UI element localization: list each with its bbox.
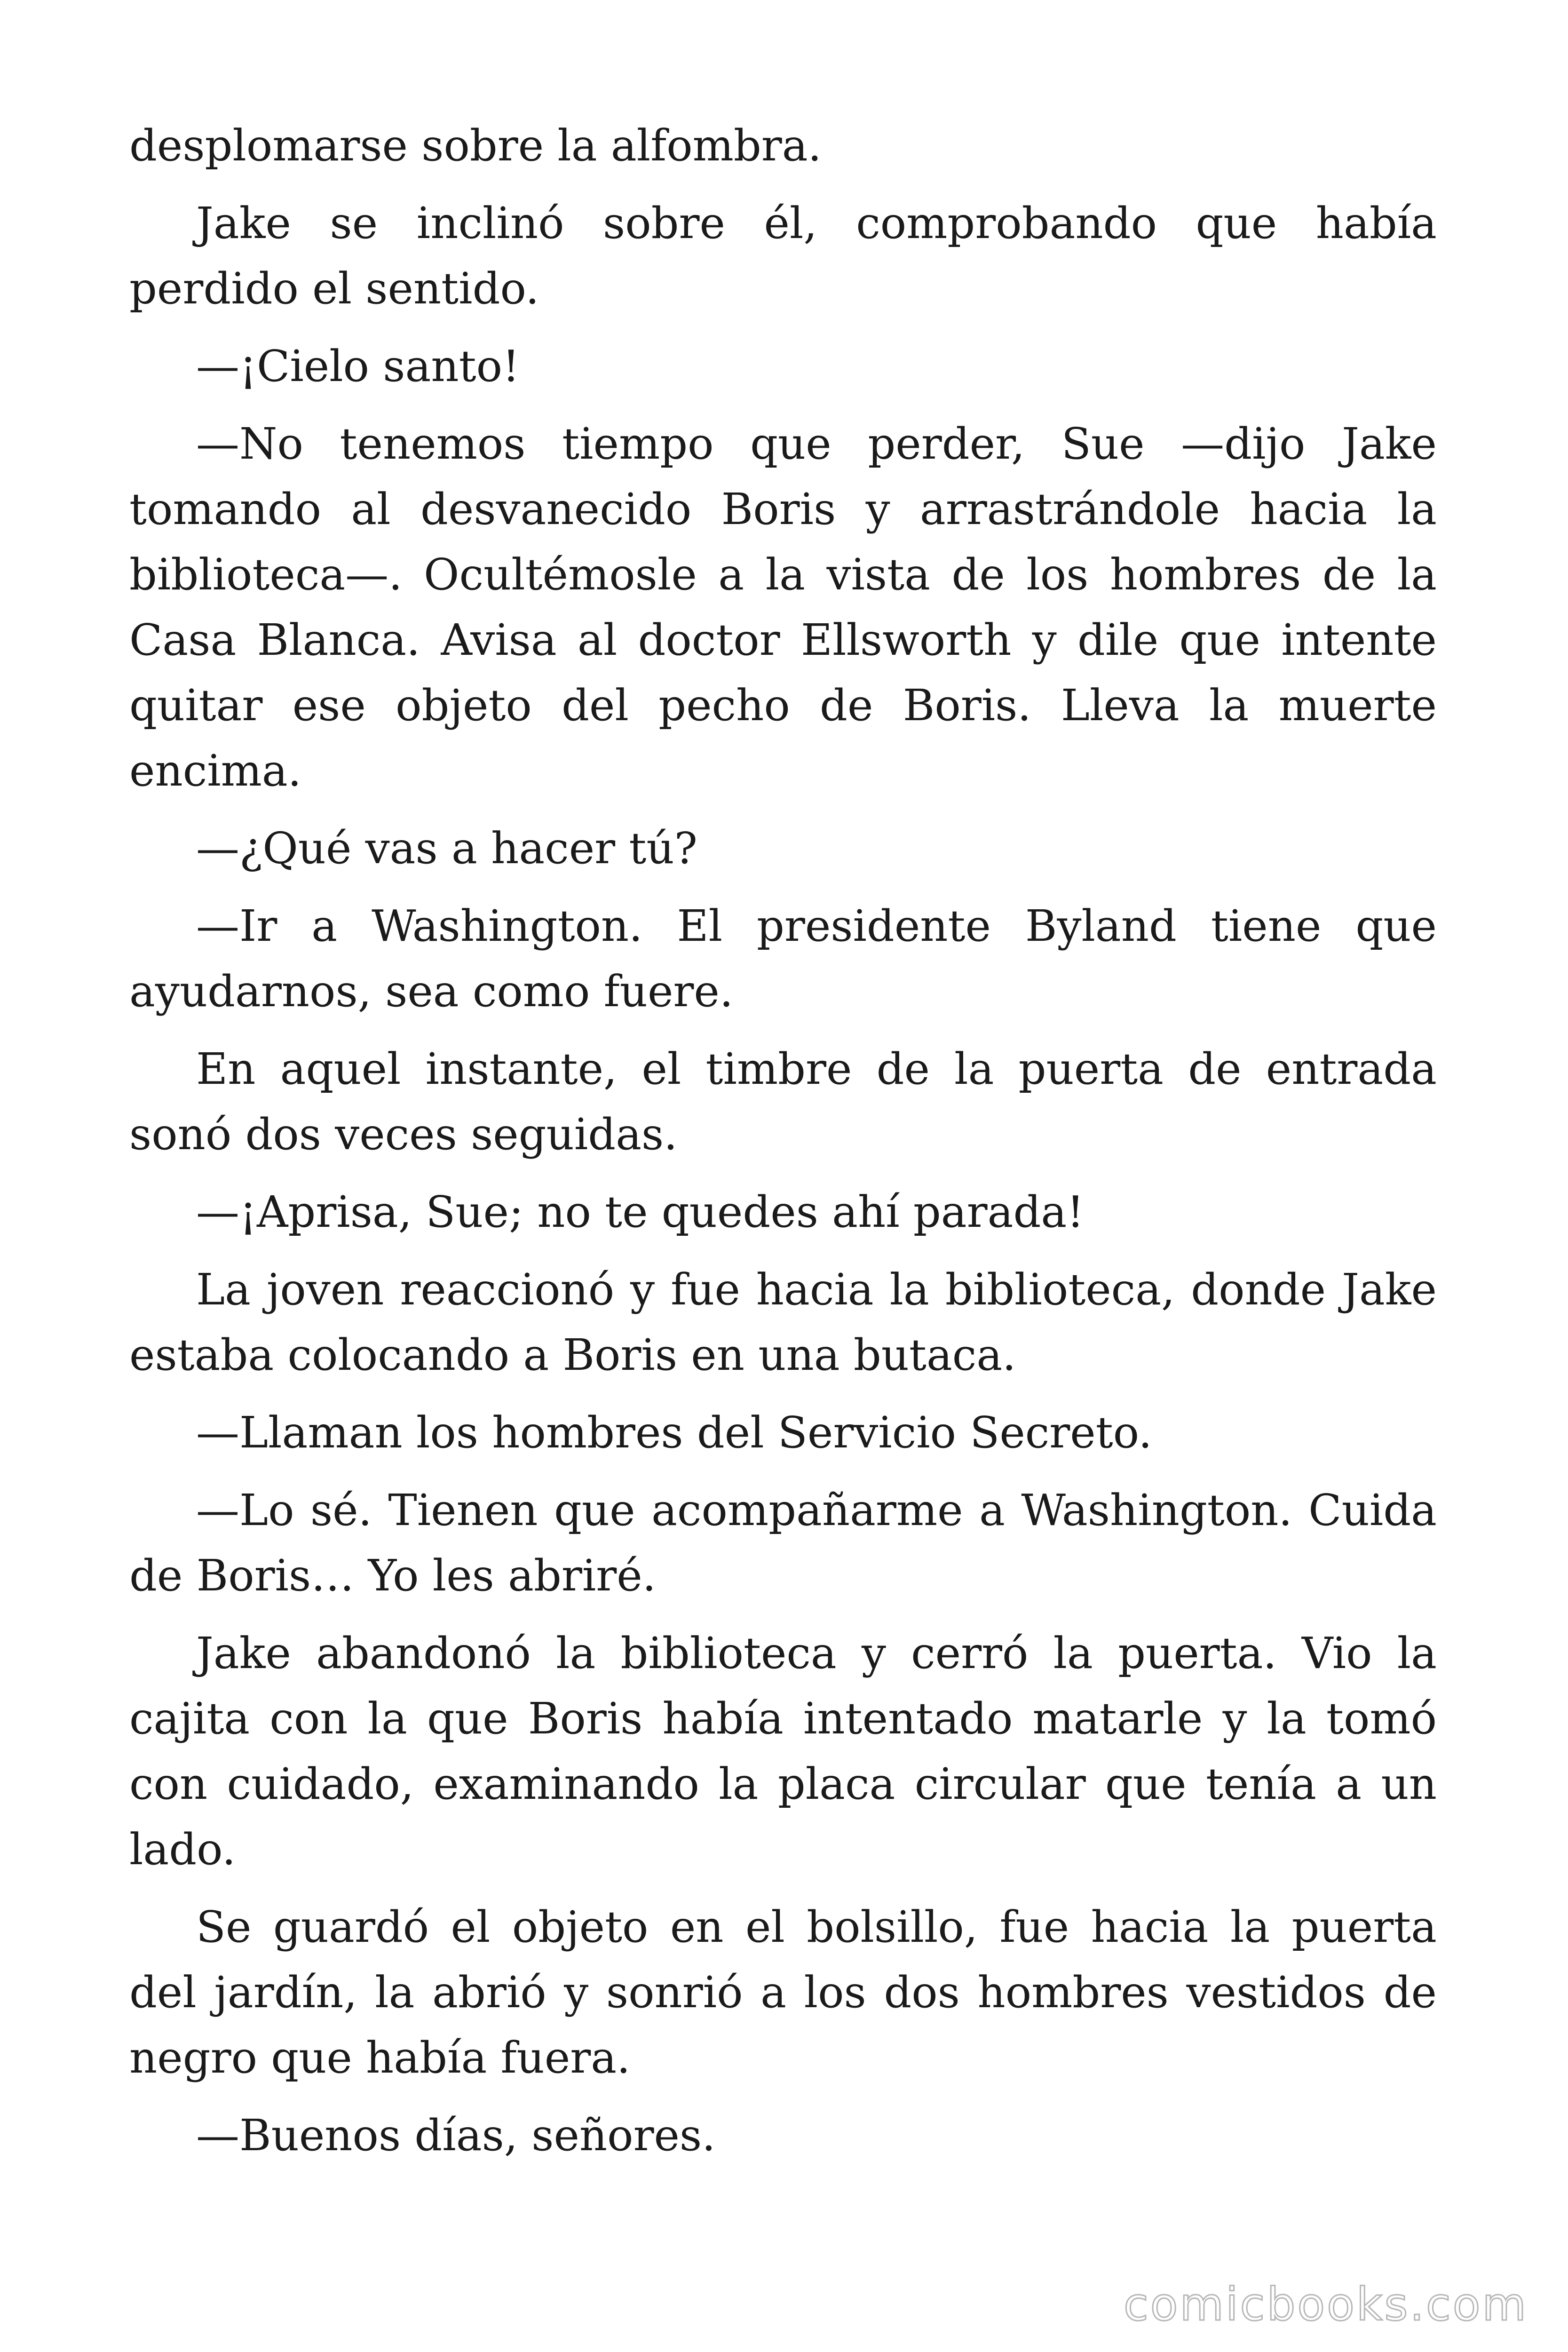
book-page-text bbox=[129, 113, 1437, 2180]
paragraph: desplomarse sobre la alfombra. bbox=[129, 120, 822, 171]
paragraph: Se guardó el objeto en el bolsillo, fue hacia la puerta del jardín, la abrió y sonrió a los dos hombres vestidos de negro que había fuera. bbox=[129, 1902, 1437, 2083]
paragraph: —¡Aprisa, Sue; no te quedes ahí parada! bbox=[196, 1187, 1085, 1237]
paragraph: —¡Cielo santo! bbox=[196, 341, 520, 391]
paragraph: En aquel instante, el timbre de la puerta de entrada sonó dos veces seguidas. bbox=[129, 1044, 1437, 1160]
paragraph: Jake se inclinó sobre él, comprobando que había perdido el sentido. bbox=[129, 198, 1437, 314]
paragraph: —Ir a Washington. El presidente Byland tiene que ayudarnos, sea como fuere. bbox=[129, 901, 1437, 1017]
paragraph: —Lo sé. Tienen que acompañarme a Washington. Cuida de Boris… Yo les abriré. bbox=[129, 1485, 1437, 1601]
paragraph: Jake abandonó la biblioteca y cerró la puerta. Vio la cajita con la que Boris había intentado matarle y la tomó con cuidado, examinando la placa circular que tenía a un lado. bbox=[129, 1628, 1437, 1875]
paragraph: —Buenos días, señores. bbox=[196, 2110, 716, 2161]
watermark-text: comicbooks.com bbox=[1123, 2278, 1528, 2331]
paragraph: —¿Qué vas a hacer tú? bbox=[196, 823, 697, 874]
paragraph: —Llaman los hombres del Servicio Secreto. bbox=[196, 1407, 1152, 1458]
paragraph: La joven reaccionó y fue hacia la biblioteca, donde Jake estaba colocando a Boris en una butaca. bbox=[129, 1264, 1437, 1380]
paragraph: —No tenemos tiempo que perder, Sue —dijo Jake tomando al desvanecido Boris y arrastrándole hacia la biblioteca—. Ocultémosle a la vista de los hombres de la Casa Blanca. Avisa al doctor Ellsworth y dile que intente quitar ese objeto del pecho de Boris. Lleva la muerte encima. bbox=[129, 419, 1437, 796]
